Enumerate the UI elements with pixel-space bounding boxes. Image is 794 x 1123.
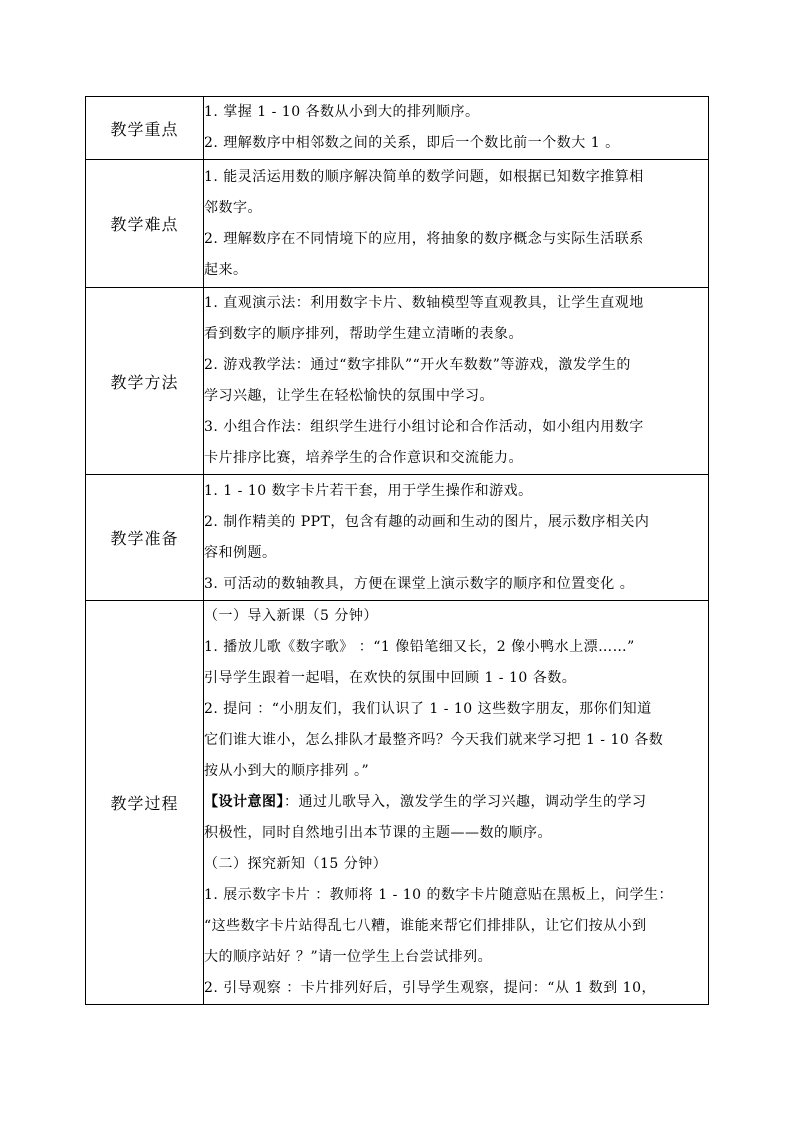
design-intent-line bbox=[204, 787, 708, 818]
content-line: 2. 理解数序在不同情境下的应用，将抽象的数序概念与实际生活联系 bbox=[204, 230, 644, 247]
row-label: 教学方法 bbox=[86, 288, 204, 475]
row-label: 教学准备 bbox=[86, 475, 204, 601]
row-label: 教学重点 bbox=[86, 97, 204, 160]
row-teaching-methods bbox=[86, 288, 709, 475]
content-line: 容和例题。 bbox=[204, 544, 277, 561]
content-line: 2. 引导观察 ：卡片排列好后，引导学生观察，提问：“从 1 数到 10， bbox=[204, 980, 656, 996]
content-line: 3. 可活动的数轴教具，方便在课堂上演示数字的顺序和位置变化 。 bbox=[204, 575, 635, 592]
content-line: 学习兴趣，让学生在轻松愉快的氛围中学习。 bbox=[204, 388, 494, 404]
content-line: 1. 直观演示法：利用数字卡片、数轴模型等直观教具，让学生直观地 bbox=[204, 295, 644, 311]
design-intent-title: 【设计意图】 bbox=[204, 794, 284, 810]
content-line: 按从小到大的顺序排列 。” bbox=[204, 763, 370, 779]
content-line: 积极性，同时自然地引出本节课的主题——数的顺序。 bbox=[204, 825, 552, 841]
content-line: 起来。 bbox=[204, 261, 248, 278]
content-line: 大的顺序站好 ？”请一位学生上台尝试排列。 bbox=[204, 949, 493, 965]
row-content bbox=[204, 160, 709, 288]
content-line: 1. 能灵活运用数的顺序解决简单的数学问题，如根据已知数字推算相 bbox=[204, 168, 644, 185]
content-line: 1. 掌握 1 - 10 各数从小到大的排列顺序。 bbox=[204, 104, 480, 120]
content-line: “这些数字卡片站得乱七八糟，谁能来帮它们排排队，让它们按从小到 bbox=[204, 918, 647, 934]
row-content bbox=[204, 601, 709, 1005]
content-line: 2. 理解数序中相邻数之间的关系，即后一个数比前一个数大 1 。 bbox=[204, 135, 620, 151]
row-teaching-preparation bbox=[86, 475, 709, 601]
content-line: 2. 游戏教学法：通过“数字排队”“开火车数数”等游戏，激发学生的 bbox=[204, 357, 631, 373]
row-content bbox=[204, 97, 709, 160]
content-line: （一）导入新课（5 分钟） bbox=[204, 608, 378, 624]
row-label: 教学过程 bbox=[86, 601, 204, 1005]
design-intent-text: ：通过儿歌导入，激发学生的学习兴趣，调动学生的学习 bbox=[284, 794, 647, 810]
content-line: 1. 播放儿歌《数字歌》 ：“1 像铅笔细又长，2 像小鸭水上漂……” bbox=[204, 639, 635, 655]
content-line: （二）探究新知（15 分钟） bbox=[204, 856, 388, 872]
row-teaching-process bbox=[86, 601, 709, 1005]
content-line: 2. 提问 ：“小朋友们，我们认识了 1 - 10 这些数字朋友，那你们知道 bbox=[204, 701, 652, 717]
row-label: 教学难点 bbox=[86, 160, 204, 288]
content-line: 引导学生跟着一起唱，在欢快的氛围中回顾 1 - 10 各数。 bbox=[204, 670, 577, 686]
row-content bbox=[204, 475, 709, 601]
lesson-plan-table bbox=[85, 96, 709, 1005]
row-content bbox=[204, 288, 709, 475]
content-line: 2. 制作精美的 PPT，包含有趣的动画和生动的图片，展示数序相关内 bbox=[204, 513, 650, 530]
content-line: 1. 1 - 10 数字卡片若干套，用于学生操作和游戏。 bbox=[204, 482, 533, 499]
content-line: 3. 小组合作法：组织学生进行小组讨论和合作活动，如小组内用数字 bbox=[204, 419, 644, 435]
content-line: 1. 展示数字卡片 ：教师将 1 - 10 的数字卡片随意贴在黑板上，问学生： bbox=[204, 887, 674, 903]
content-line: 邻数字。 bbox=[204, 199, 262, 216]
row-teaching-focus bbox=[86, 97, 709, 160]
content-line: 它们谁大谁小，怎么排队才最整齐吗？今天我们就来学习把 1 - 10 各数 bbox=[204, 732, 664, 748]
row-teaching-difficulty bbox=[86, 160, 709, 288]
content-line: 看到数字的顺序排列，帮助学生建立清晰的表象。 bbox=[204, 326, 523, 342]
content-line: 卡片排序比赛，培养学生的合作意识和交流能力。 bbox=[204, 450, 523, 466]
